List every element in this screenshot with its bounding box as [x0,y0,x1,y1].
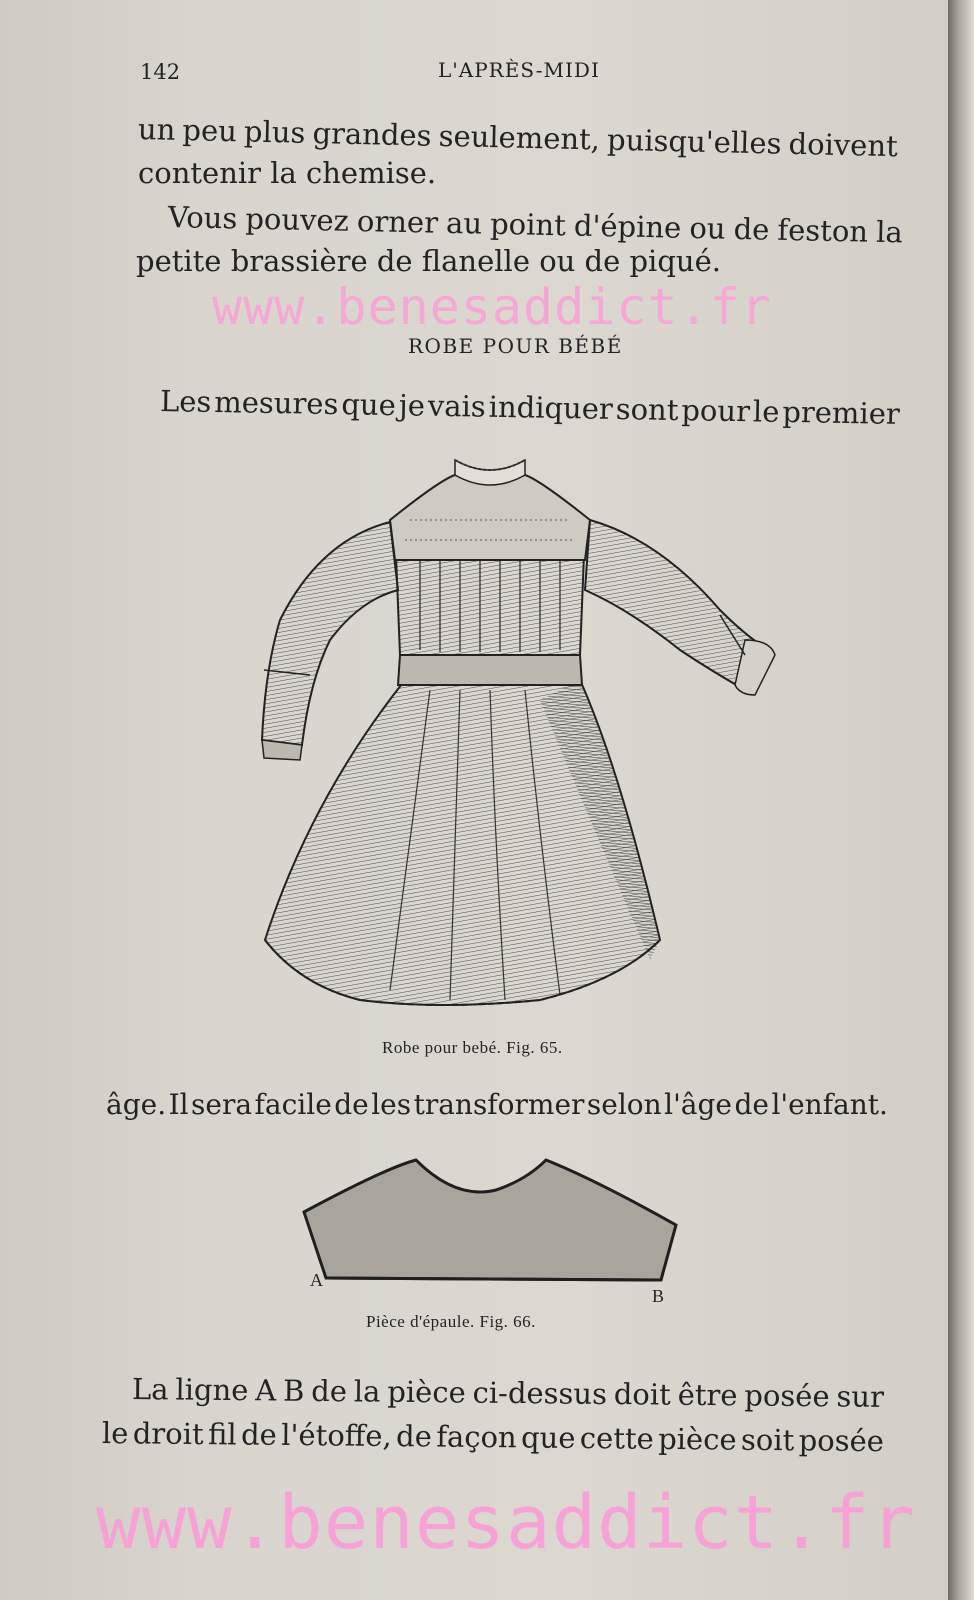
body-line-6 [106,1088,888,1122]
shoulder-piece-diagram [296,1150,696,1310]
word: que [520,1420,576,1455]
figure-66-caption: Pièce d'épaule. Fig. 66. [366,1312,536,1331]
word: B [282,1373,305,1408]
word: posée [798,1423,885,1459]
word: la [353,1374,381,1409]
page-number: 142 [140,60,181,84]
word: ci-dessus [472,1375,608,1411]
body-line-7 [132,1372,884,1414]
word: grandes [312,115,432,153]
word: facile [254,1088,332,1121]
word: je [398,388,426,423]
word: de [734,1088,769,1121]
word: transformer [413,1088,585,1121]
word: doivent [788,126,899,164]
body-line-8 [102,1416,884,1458]
body-line-3 [168,200,904,249]
word: puisqu'elles [606,122,782,161]
word: peu [182,113,238,149]
word: Les [159,384,212,419]
word: seulement, [438,118,601,157]
word: Il [168,1088,189,1121]
word: pièce [387,1374,466,1410]
word: premier [782,394,901,431]
word: droit [132,1416,204,1452]
word: d'épine [573,208,682,245]
word: sera [191,1088,253,1121]
word: le [101,1416,129,1451]
section-heading: ROBE POUR BÉBÉ [408,334,623,358]
word: pour [681,393,751,429]
word: plus [243,114,306,150]
word: le [752,394,780,429]
word: feston [777,212,869,249]
running-title: L'APRÈS-MIDI [438,58,600,82]
body-line-2: contenir la chemise. [138,156,437,190]
word: Vous [167,200,238,236]
word: doit [613,1377,671,1412]
word: un [137,112,176,147]
word: l'enfant. [771,1088,888,1121]
word: de [240,1417,278,1452]
word: de [311,1373,348,1409]
word: les [371,1088,412,1121]
word: indiquer [488,389,614,426]
figure-65-caption: Robe pour bebé. Fig. 65. [382,1038,563,1057]
word: point [489,206,567,243]
body-line-5 [160,384,900,431]
word: pouvez [245,201,350,238]
word: sur [836,1379,885,1414]
word: selon [586,1088,662,1121]
word: âge. [106,1088,167,1121]
baby-dress-illustration [240,440,800,1030]
word: orner [356,203,439,240]
word: A [255,1373,277,1408]
body-line-4: petite brassière de flanelle ou de piqué. [136,244,721,278]
word: être [677,1377,738,1413]
watermark-bottom: www.benesaddict.fr [96,1480,916,1566]
book-gutter-edge [948,0,974,1600]
label-b: B [652,1286,665,1306]
word: pièce [658,1421,737,1457]
word: posée [744,1378,830,1414]
watermark-top: www.benesaddict.fr [212,278,772,336]
word: la [875,214,904,250]
word: que [341,387,397,423]
word: ligne [175,1372,249,1408]
word: l'étoffe, [281,1417,392,1454]
label-a: A [310,1270,323,1290]
word: cette [579,1421,654,1456]
word: soit [740,1422,795,1458]
word: de [395,1419,433,1454]
word: mesures [213,384,339,422]
word: au [445,205,483,241]
word: ou [689,210,726,246]
word: l'âge [664,1088,732,1121]
word: La [131,1372,169,1407]
word: vais [427,388,487,424]
word: de [334,1088,369,1121]
word: façon [436,1419,517,1455]
word: de [733,211,770,247]
word: sont [615,391,679,428]
word: fil [207,1417,237,1452]
